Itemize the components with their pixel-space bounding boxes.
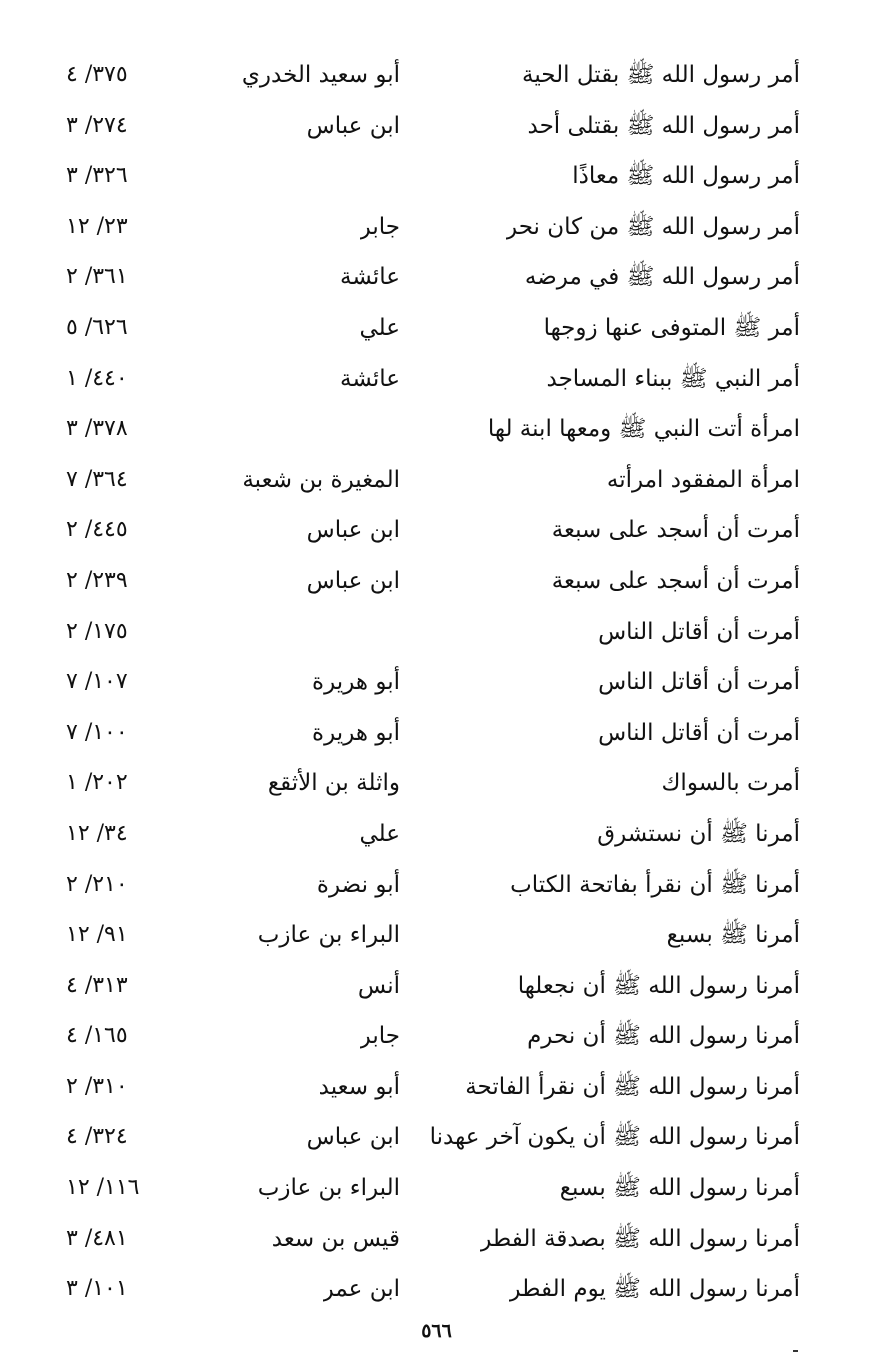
hadith-text: أمرت أن أقاتل الناس [598, 618, 800, 645]
index-row [0, 50, 873, 101]
volume-page-reference: ٣٢٦/ ٣ [66, 163, 128, 189]
index-row [0, 354, 873, 405]
hadith-index-table [0, 50, 873, 1315]
volume-page-reference: ٣٦١/ ٢ [66, 264, 128, 290]
narrator-name: ابن عباس [306, 1124, 400, 1151]
index-row [0, 1264, 873, 1315]
narrator-name: عائشة [340, 365, 400, 392]
narrator-name: جابر [359, 1023, 400, 1050]
narrator-name: عائشة [340, 264, 400, 291]
hadith-text: امرأة أتت النبي ﷺ ومعها ابنة لها [487, 416, 800, 443]
hadith-text: أمر رسول الله ﷺ من كان نحر [506, 213, 800, 240]
volume-page-reference: ٤٤٠/ ١ [66, 365, 128, 391]
narrator-name: أبو نضرة [316, 871, 400, 898]
index-row [0, 556, 873, 607]
index-row [0, 809, 873, 860]
volume-page-reference: ٤٤٥/ ٢ [66, 517, 128, 543]
index-row [0, 1062, 873, 1113]
volume-page-reference: ٢٧٤/ ٣ [66, 112, 128, 138]
volume-page-reference: ٣١٣/ ٤ [66, 972, 128, 998]
index-row [0, 404, 873, 455]
narrator-name: أبو هريرة [312, 669, 400, 696]
narrator-name: البراء بن عازب [257, 922, 400, 949]
hadith-text: أمرنا رسول الله ﷺ أن نجعلها [517, 972, 800, 999]
hadith-text: أمرت أن أسجد على سبعة [551, 567, 800, 594]
narrator-name: واثلة بن الأثقع [267, 770, 400, 797]
volume-page-reference: ٩١/ ١٢ [66, 922, 128, 948]
index-row [0, 1112, 873, 1163]
hadith-text: أمرنا رسول الله ﷺ بصدقة الفطر [480, 1225, 800, 1252]
volume-page-reference: ٢٣٩/ ٢ [66, 567, 128, 593]
volume-page-reference: ١١٦/ ١٢ [66, 1175, 140, 1201]
hadith-text: أمرنا رسول الله ﷺ أن يكون آخر عهدنا [430, 1124, 800, 1151]
narrator-name: أبو سعيد [318, 1073, 400, 1100]
index-row [0, 657, 873, 708]
hadith-text: أمرنا رسول الله ﷺ بسبع [559, 1175, 800, 1202]
volume-page-reference: ٣٤/ ١٢ [66, 820, 128, 846]
volume-page-reference: ٦٢٦/ ٥ [66, 314, 128, 340]
hadith-text: أمرنا ﷺ بسبع [666, 922, 800, 949]
hadith-text: أمر رسول الله ﷺ بقتل الحية [522, 62, 800, 88]
index-row [0, 607, 873, 658]
index-row [0, 961, 873, 1012]
narrator-name: علي [359, 314, 400, 341]
hadith-text: أمر النبي ﷺ ببناء المساجد [546, 365, 800, 392]
hadith-text: امرأة المفقود امرأته [606, 466, 800, 493]
index-row [0, 758, 873, 809]
hadith-text: أمرنا رسول الله ﷺ يوم الفطر [509, 1276, 800, 1303]
volume-page-reference: ١٦٥/ ٤ [66, 1023, 128, 1049]
volume-page-reference: ٣٧٨/ ٣ [66, 416, 128, 442]
narrator-name: قيس بن سعد [271, 1225, 400, 1252]
volume-page-reference: ٣٦٤/ ٧ [66, 466, 128, 492]
index-row [0, 1214, 873, 1265]
index-row [0, 252, 873, 303]
volume-page-reference: ٣٧٥/ ٤ [66, 62, 128, 87]
hadith-text: أمر ﷺ المتوفى عنها زوجها [543, 314, 800, 341]
narrator-name: أنس [357, 972, 400, 999]
index-row [0, 505, 873, 556]
hadith-text: أمرنا رسول الله ﷺ أن نقرأ الفاتحة [465, 1073, 800, 1100]
index-row [0, 151, 873, 202]
volume-page-reference: ١٠٠/ ٧ [66, 719, 128, 745]
volume-page-reference: ١٧٥/ ٢ [66, 618, 128, 644]
hadith-text: أمر رسول الله ﷺ بقتلى أحد [527, 112, 800, 139]
index-row [0, 1163, 873, 1214]
hadith-text: أمرت أن أسجد على سبعة [551, 517, 800, 544]
narrator-name: أبو سعيد الخدري [241, 62, 400, 88]
index-row [0, 101, 873, 152]
hadith-text: أمرنا ﷺ أن نستشرق [597, 820, 800, 847]
narrator-name: جابر [359, 213, 400, 240]
narrator-name: أبو هريرة [312, 719, 400, 746]
index-row [0, 860, 873, 911]
narrator-name: ابن عمر [322, 1276, 400, 1303]
hadith-text: أمرت أن أقاتل الناس [598, 669, 800, 696]
hadith-text: أمر رسول الله ﷺ في مرضه [524, 264, 800, 291]
volume-page-reference: ١٠١/ ٣ [66, 1276, 128, 1302]
narrator-name: المغيرة بن شعبة [242, 466, 400, 493]
volume-page-reference: ٣١٠/ ٢ [66, 1073, 128, 1099]
volume-page-reference: ١٠٧/ ٧ [66, 669, 128, 695]
index-row [0, 202, 873, 253]
narrator-name: ابن عباس [306, 517, 400, 544]
volume-page-reference: ٤٨١/ ٣ [66, 1225, 128, 1251]
volume-page-reference: ٣٢٤/ ٤ [66, 1124, 128, 1150]
hadith-text: أمرت بالسواك [661, 770, 800, 797]
hadith-text: أمرنا رسول الله ﷺ أن نحرم [527, 1023, 800, 1050]
volume-page-reference: ٢٣/ ١٢ [66, 213, 128, 239]
page-number: ٥٦٦ [421, 1320, 452, 1342]
decorative-mark [793, 1350, 798, 1352]
narrator-name: ابن عباس [306, 567, 400, 594]
index-row [0, 303, 873, 354]
hadith-text: أمرت أن أقاتل الناس [598, 719, 800, 746]
narrator-name: ابن عباس [306, 112, 400, 139]
index-row [0, 1011, 873, 1062]
volume-page-reference: ٢٠٢/ ١ [66, 770, 128, 796]
narrator-name: علي [359, 820, 400, 847]
index-row [0, 455, 873, 506]
volume-page-reference: ٢١٠/ ٢ [66, 871, 128, 897]
index-row [0, 708, 873, 759]
hadith-text: أمرنا ﷺ أن نقرأ بفاتحة الكتاب [510, 871, 800, 898]
index-row [0, 910, 873, 961]
hadith-text: أمر رسول الله ﷺ معاذًا [572, 163, 800, 190]
narrator-name: البراء بن عازب [257, 1175, 400, 1202]
